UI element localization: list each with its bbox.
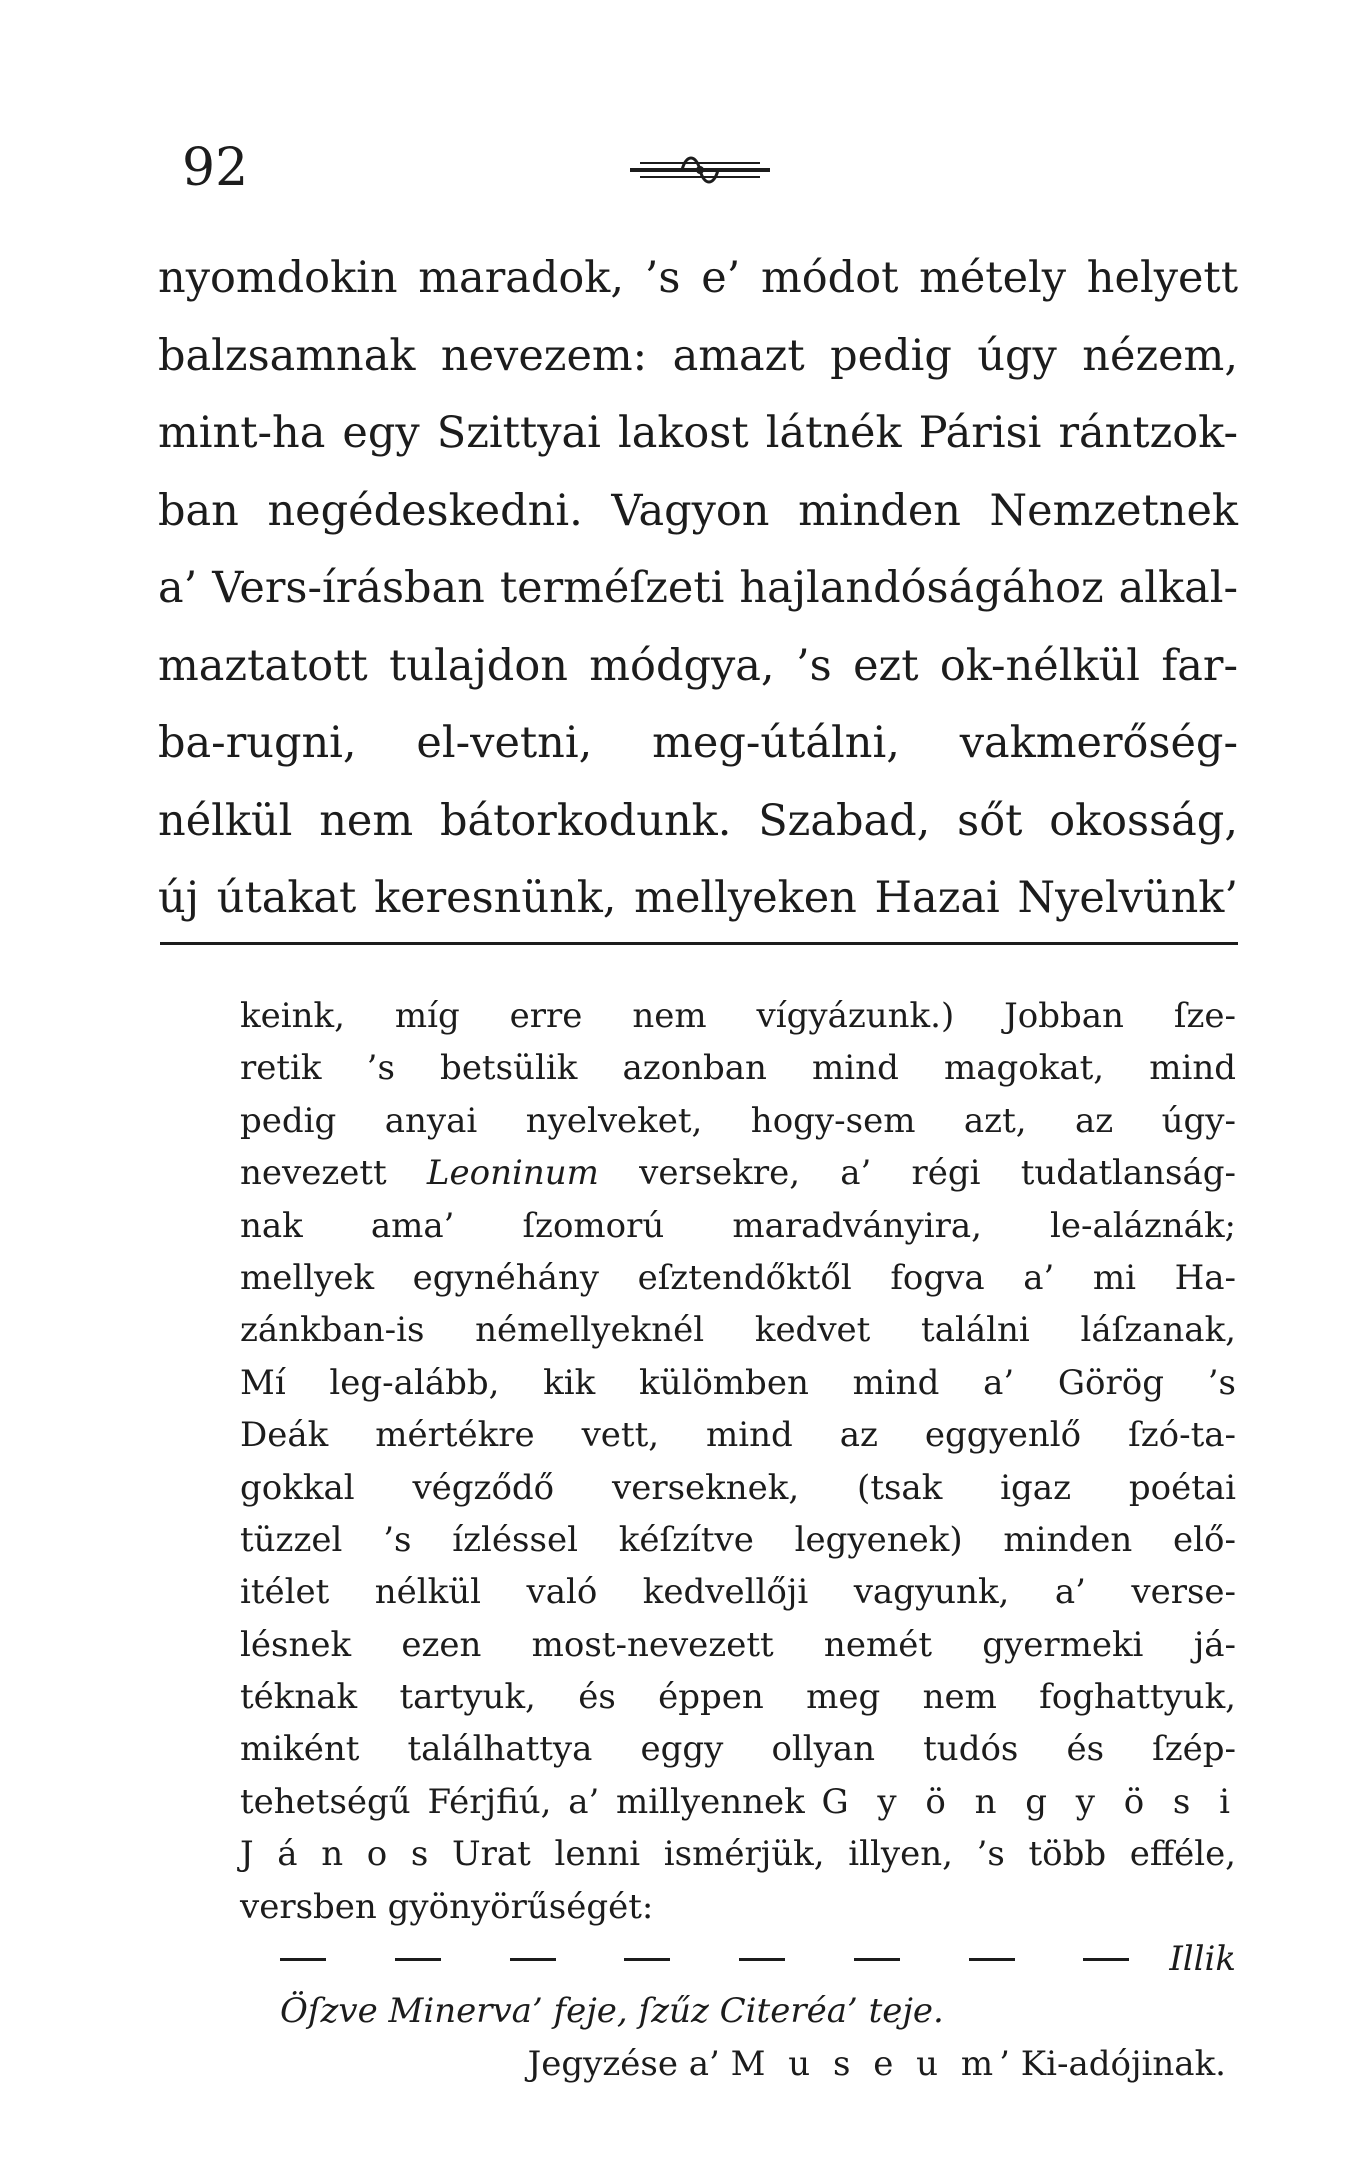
dash-mark [1083, 1958, 1129, 1961]
footnote-line: tüzzel ’s ízléssel kéſzítve legyenek) minden elő- [240, 1519, 1236, 1560]
main-line: ban negédeskedni. Vagyon minden Nemzetnek [158, 485, 1238, 536]
dash-mark [854, 1958, 900, 1961]
footnote-line: zánkban-is némellyeknél kedvet találni láſzanak, [240, 1310, 1236, 1351]
quote-dash-row [240, 1933, 1236, 1985]
main-line: mint-ha egy Szittyai lakost látnék Párisi rántzok- [158, 408, 1238, 458]
footnote-line: miként találhattya eggy ollyan tudós és ſzép- [240, 1729, 1236, 1770]
main-line: nyomdokin maradok, ’s e’ módot métely helyett [158, 253, 1238, 303]
author-name: G y ö n g y ö s i [821, 1781, 1236, 1822]
dash-leader [280, 1958, 1129, 1961]
footnote-line: nak ama’ ſzomorú maradványira, le-aláznák; [240, 1205, 1236, 1246]
main-line: nélkül nem bátorkodunk. Szabad, sőt okosság, [158, 795, 1238, 846]
footnote [240, 990, 1236, 2090]
printer-ornament-icon [630, 150, 770, 184]
footnote-text: nevezett [240, 1153, 387, 1194]
footnote-line: retik ’s betsülik azonban mind magokat, mind [240, 1048, 1236, 1089]
dash-mark [624, 1958, 670, 1961]
footnote-line: versben gyönyörűségét: [240, 1886, 654, 1927]
footnote-line: keink, míg erre nem vígyázunk.) Jobban ſze- [240, 996, 1236, 1036]
dash-mark [395, 1958, 441, 1961]
footnote-italic-term: Leoninum [426, 1153, 599, 1194]
dash-mark [510, 1958, 556, 1961]
footnote-line: J á n o s Urat lenni ismérjük, illyen, ’s több efféle, [240, 1834, 1236, 1875]
main-line: maztatott tulajdon módgya, ’s ezt ok-nélkül far- [158, 640, 1238, 691]
dash-mark [280, 1958, 326, 1961]
dash-mark [739, 1958, 785, 1961]
footnote-line [240, 1776, 1236, 1828]
page-number: 92 [182, 138, 249, 198]
signature-name: M u s e u m [730, 2043, 1000, 2084]
signature-text: Jegyzése a’ [527, 2043, 720, 2084]
footnote-line: téknak tartyuk, és éppen meg nem foghattyuk, [240, 1677, 1236, 1718]
footnote-line [240, 1147, 1236, 1199]
footnote-line: pedig anyai nyelveket, hogy-sem azt, az úgy- [240, 1100, 1236, 1141]
footnote-line: Deák mértékre vett, mind az eggyenlő ſzó-ta- [240, 1415, 1236, 1456]
main-line: új útakat keresnünk, mellyeken Hazai Nyelvünk’ [158, 873, 1238, 923]
signature-text: ’ Ki-adójinak. [999, 2043, 1226, 2084]
main-line: a’ Vers-írásban terméſzeti hajlandóságához alkal- [158, 563, 1238, 613]
verse-line: Öſzve Minerva’ feje, ſzűz Citeréa’ teje. [280, 1991, 944, 2032]
footnote-text: tehetségű Férjfiú, a’ millyennek [240, 1781, 805, 1822]
footnote-text: versekre, a’ régi tudatlanság- [639, 1153, 1236, 1194]
signature-line [240, 2038, 1236, 2090]
dash-mark [969, 1958, 1015, 1961]
main-line: ba-rugni, el-vetni, meg-útálni, vakmerőség- [158, 718, 1238, 768]
footnote-line: itélet nélkül való kedvellőji vagyunk, a’ verse- [240, 1572, 1236, 1613]
footnote-line: gokkal végződő verseknek, (tsak igaz poétai [240, 1467, 1236, 1508]
quote-word: Illik [1169, 1939, 1236, 1980]
footnote-line: Mí leg-alább, kik külömben mind a’ Görög ’s [240, 1362, 1236, 1403]
footnote-line: lésnek ezen most-nevezett nemét gyermeki já- [240, 1624, 1236, 1665]
main-line: balzsamnak nevezem: amazt pedig úgy nézem, [158, 330, 1238, 381]
footnote-line: mellyek egynéhány eſztendőktől fogva a’ mi Ha- [240, 1257, 1236, 1298]
main-text [158, 240, 1238, 938]
footnote-divider [160, 942, 1238, 945]
